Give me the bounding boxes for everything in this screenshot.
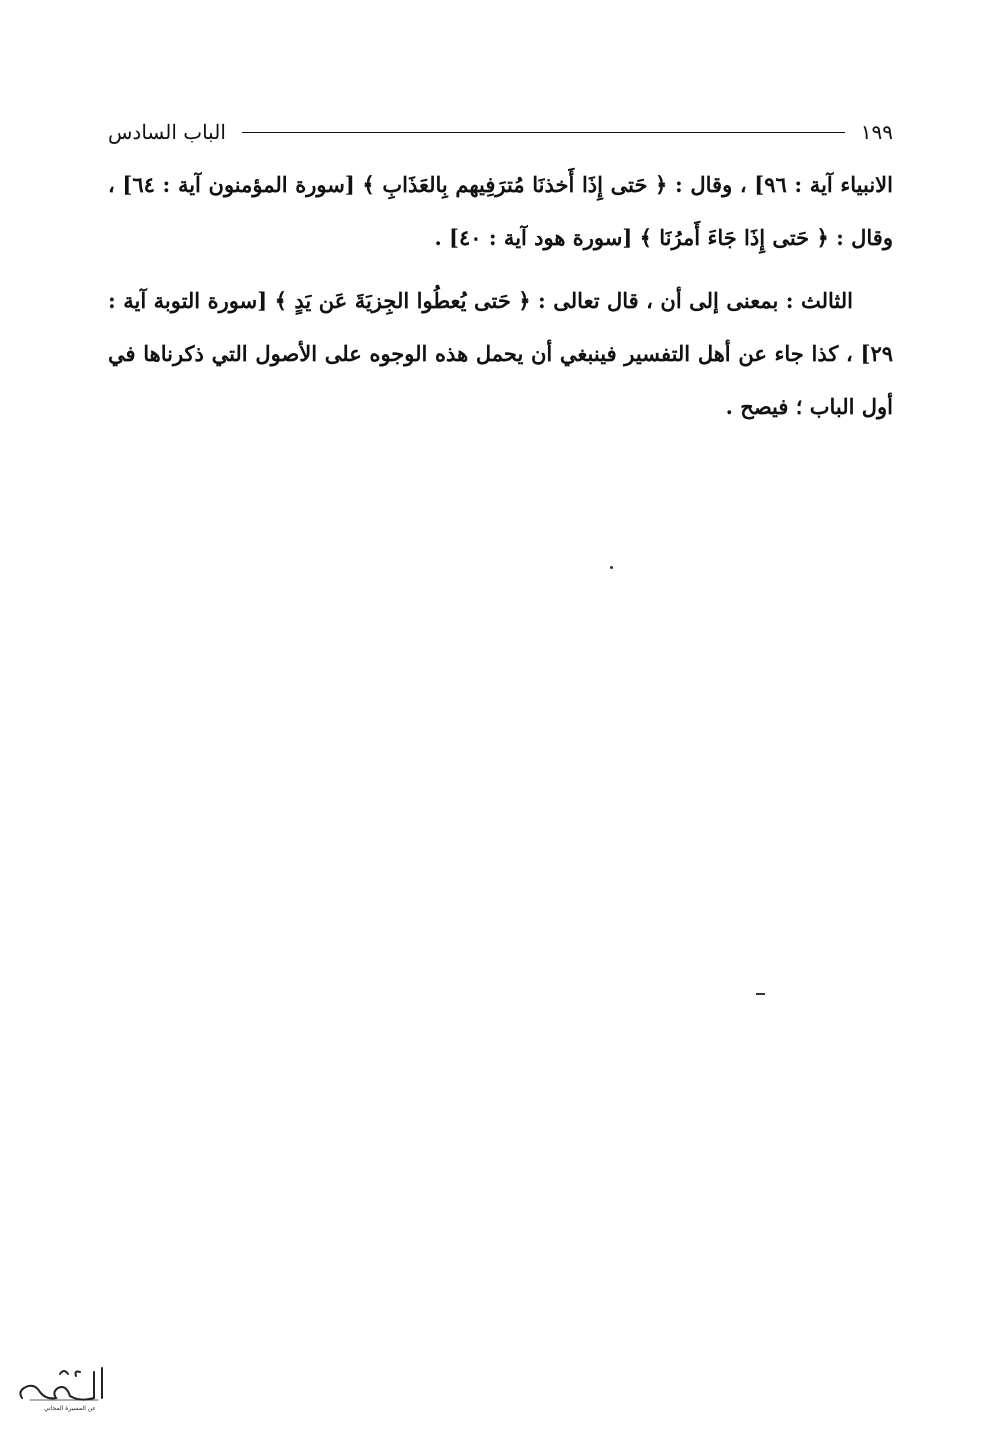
header-rule: [242, 132, 845, 133]
paragraph-2-lead-in: الثالث: [801, 288, 853, 313]
running-header: [108, 118, 893, 146]
paragraph-1: [108, 158, 893, 264]
speck-mark: [756, 993, 765, 995]
page-number: ١٩٩: [860, 120, 893, 144]
logo-subtitle: عن المسيرة المجاني: [44, 1405, 96, 1412]
paragraph-2-text: : بمعنى إلى أن ، قال تعالى : ﴿ حَتى يُعطُوا الجِزيَةَ عَن يَدٍ ﴾ [سورة التوبة آية : ٢٩] ، كذا جاء عن أهل التفسير فينبغي أن يحمل هذه الوجوه على الأصول التي ذكرناها في أول الباب ؛ فيصح .: [108, 288, 893, 419]
publisher-logo: [10, 1362, 110, 1414]
paragraph-2: [108, 274, 893, 433]
body-text: [108, 158, 893, 433]
speck-mark: [610, 566, 613, 569]
running-title: الباب السادس: [108, 120, 226, 144]
paragraph-1-text: الانبياء آية : ٩٦] ، وقال : ﴿ حَتى إِذَا أَخذنَا مُترَفِيهم بِالعَذَابِ ﴾ [سورة المؤمنون آية : ٦٤] ، وقال : ﴿ حَتى إِذَا جَاءَ أَمرُنَا ﴾ [سورة هود آية : ٤٠] .: [108, 172, 893, 250]
